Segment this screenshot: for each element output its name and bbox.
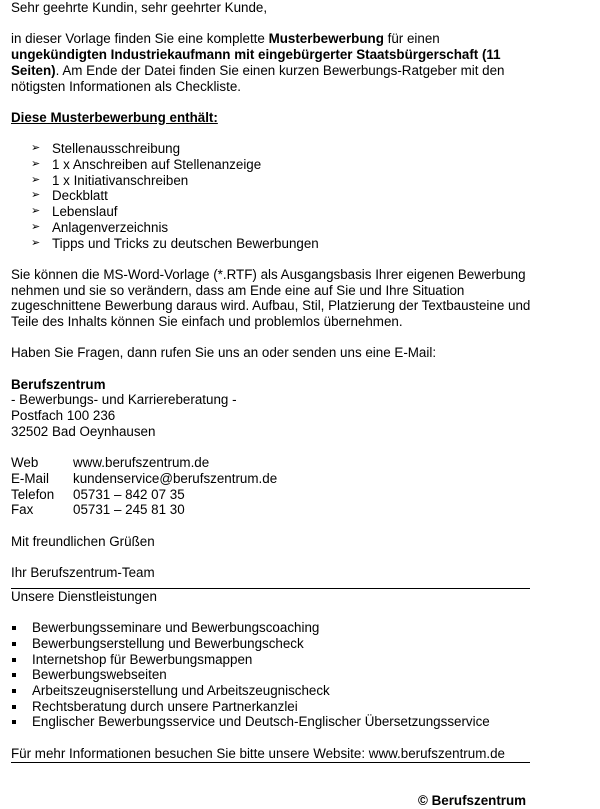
contact-row-email — [11, 471, 531, 487]
list-item-label: Stellenausschreibung — [52, 141, 181, 157]
list-item — [31, 220, 531, 236]
services-list — [11, 620, 531, 730]
contact-table — [11, 455, 531, 518]
square-bullet-icon — [12, 673, 16, 677]
list-item-label: Deckblatt — [52, 188, 108, 204]
contact-label: Web — [11, 455, 39, 471]
list-item — [31, 157, 531, 173]
greeting: Sehr geehrte Kundin, sehr geehrter Kunde, — [11, 0, 268, 15]
list-item-label: Lebenslauf — [52, 204, 118, 220]
more-info-text: Für mehr Informationen besuchen Sie bitte unsere Website: www.berufszentrum.de — [11, 745, 505, 761]
square-bullet-icon — [12, 626, 16, 630]
services-heading: Unsere Dienstleistungen — [11, 588, 157, 604]
company-subtitle: - Bewerbungs- und Karriereberatung - — [11, 392, 237, 408]
contact-label: Fax — [11, 502, 34, 518]
closing: Mit freundlichen Grüßen — [11, 533, 155, 549]
list-item — [31, 173, 531, 189]
square-bullet-icon — [12, 705, 16, 709]
list-item — [31, 236, 531, 252]
contact-value: kundenservice@berufszentrum.de — [73, 470, 278, 486]
list-item — [11, 714, 531, 730]
arrow-bullet-icon: ➢ — [31, 173, 41, 186]
intro-paragraph — [11, 31, 531, 94]
list-item — [11, 683, 531, 699]
list-item-label: 1 x Initiativanschreiben — [52, 172, 189, 188]
signature: Ihr Berufszentrum-Team — [11, 565, 155, 581]
service-item-label: Englischer Bewerbungsservice und Deutsch-Englischer Übersetzungsservice — [32, 714, 490, 730]
contact-label: E-Mail — [11, 470, 49, 486]
list-item — [31, 141, 531, 157]
service-item-label: Bewerbungserstellung und Bewerbungscheck — [32, 635, 304, 651]
postbox: Postfach 100 236 — [11, 408, 116, 424]
contents-heading: Diese Musterbewerbung enthält: — [11, 109, 218, 125]
square-bullet-icon — [12, 658, 16, 662]
list-item-label: Tipps und Tricks zu deutschen Bewerbungen — [52, 235, 319, 251]
list-item — [31, 204, 531, 220]
contact-value: www.berufszentrum.de — [73, 455, 210, 471]
city: 32502 Bad Oeynhausen — [11, 423, 156, 439]
service-item-label: Bewerbungsseminare und Bewerbungscoaching — [32, 620, 320, 636]
arrow-bullet-icon: ➢ — [31, 220, 41, 233]
contact-row-fax — [11, 502, 531, 518]
square-bullet-icon — [12, 720, 16, 724]
list-item — [31, 188, 531, 204]
arrow-bullet-icon: ➢ — [31, 157, 41, 170]
list-item — [11, 636, 531, 652]
square-bullet-icon — [12, 642, 16, 646]
service-item-label: Bewerbungswebseiten — [32, 667, 167, 683]
intro-bold-1: Musterbewerbung — [268, 31, 384, 47]
list-item-label: Anlagenverzeichnis — [52, 219, 169, 235]
list-item-label: 1 x Anschreiben auf Stellenanzeige — [52, 156, 262, 172]
intro-text-1: in dieser Vorlage finden Sie eine komplette — [11, 31, 269, 47]
list-item — [11, 699, 531, 715]
list-item — [11, 620, 531, 636]
company-name: Berufszentrum — [11, 376, 106, 392]
intro-bold-2: ungekündigten Industriekaufmann mit eingebürgerter Staatsbürgerschaft (11 Seiten) — [11, 47, 501, 78]
contact-label: Telefon — [11, 486, 55, 502]
contact-value: 05731 – 842 07 35 — [73, 486, 185, 502]
arrow-bullet-icon: ➢ — [31, 189, 41, 202]
list-item — [11, 667, 531, 683]
square-bullet-icon — [12, 689, 16, 693]
footer-copyright: © Berufszentrum — [418, 793, 527, 808]
arrow-bullet-icon: ➢ — [31, 236, 41, 249]
address-block — [11, 377, 531, 440]
usage-paragraph: Sie können die MS-Word-Vorlage (*.RTF) als Ausgangsbasis Ihrer eigenen Bewerbung nehmen und sie so verändern, dass am Ende eine auf Sie und Ihre Situation zugeschnittene Bewerbung daraus wird. Aufbau, Stil, Platzierung der Textbausteine und Teile des Inhalts können Sie einfach und problemlos übernehmen. — [11, 266, 531, 329]
intro-text-2: für einen — [383, 31, 440, 47]
list-item — [11, 652, 531, 668]
arrow-bullet-icon: ➢ — [31, 142, 41, 155]
document-page — [11, 0, 531, 763]
contact-row-phone — [11, 487, 531, 503]
questions-text: Haben Sie Fragen, dann rufen Sie uns an oder senden uns eine E-Mail: — [11, 345, 437, 361]
arrow-bullet-icon: ➢ — [31, 205, 41, 218]
contents-list — [11, 141, 531, 251]
contact-row-web — [11, 455, 531, 471]
service-item-label: Rechtsberatung durch unsere Partnerkanzlei — [32, 698, 298, 714]
intro-text-3: . Am Ende der Datei finden Sie einen kurzen Bewerbungs-Ratgeber mit den nötigsten Informationen als Checkliste. — [11, 62, 505, 94]
divider-bottom — [11, 762, 530, 763]
service-item-label: Arbeitszeugniserstellung und Arbeitszeugnischeck — [32, 683, 330, 699]
service-item-label: Internetshop für Bewerbungsmappen — [32, 651, 253, 667]
contact-value: 05731 – 245 81 30 — [73, 502, 185, 518]
